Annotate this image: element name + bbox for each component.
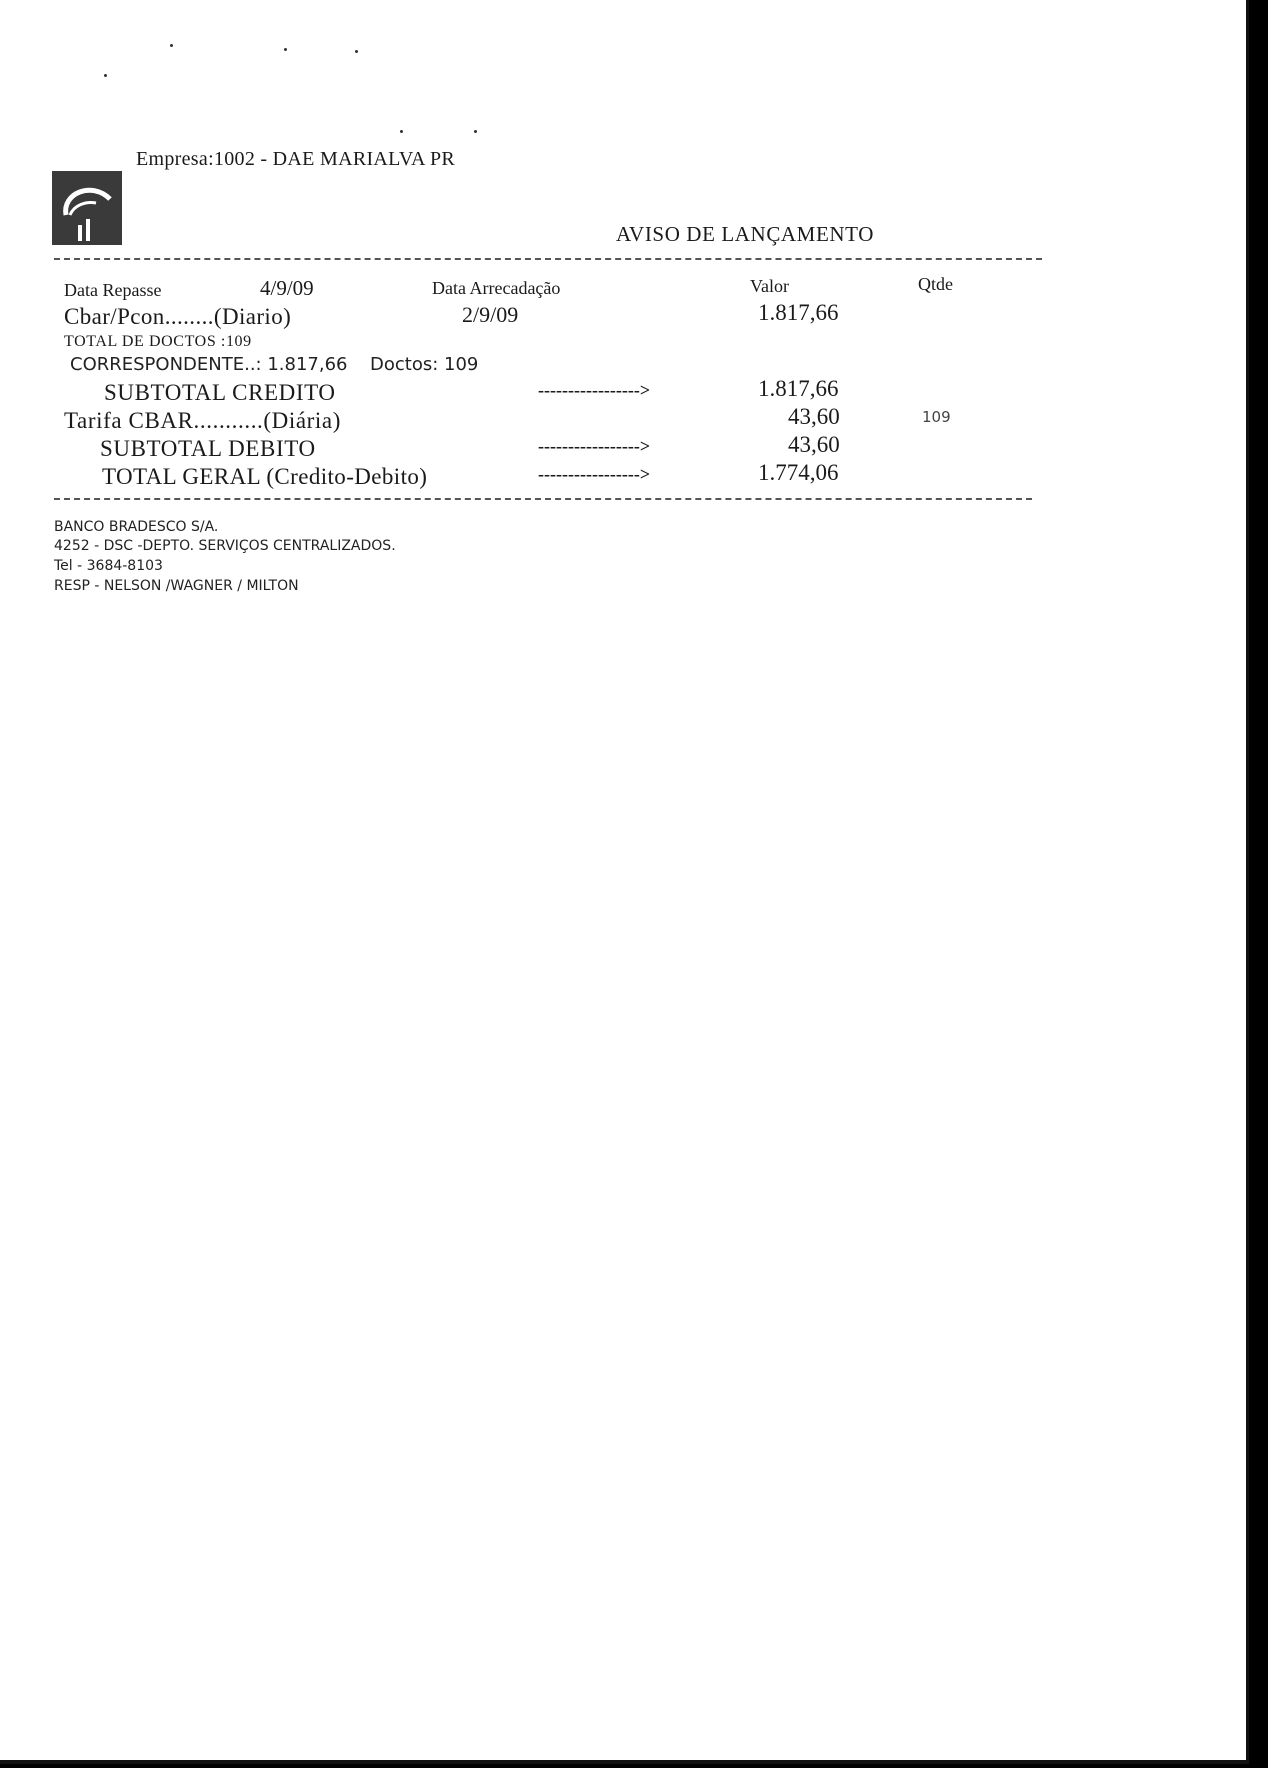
footer-bank-name: BANCO BRADESCO S/A.: [54, 519, 219, 535]
document-title: AVISO DE LANÇAMENTO: [616, 222, 874, 246]
subtotal-debito-label: SUBTOTAL DEBITO: [100, 436, 316, 461]
scan-speck: [104, 74, 107, 77]
subtotal-debito-arrow: ----------------->: [538, 436, 651, 456]
bradesco-logo-icon: [52, 171, 122, 245]
data-repasse-label: Data Repasse: [64, 280, 162, 300]
subtotal-credito-label: SUBTOTAL CREDITO: [104, 380, 336, 405]
scan-speck: [284, 48, 287, 51]
scan-speck: [355, 50, 358, 53]
total-geral-valor: 1.774,06: [758, 460, 839, 485]
company-name: Empresa:1002 - DAE MARIALVA PR: [136, 148, 456, 170]
total-geral-arrow: ----------------->: [538, 464, 651, 484]
divider-top: [54, 258, 1042, 260]
scan-speck: [170, 44, 173, 47]
footer-department: 4252 - DSC -DEPTO. SERVIÇOS CENTRALIZADOS.: [54, 538, 396, 554]
total-geral-label: TOTAL GERAL (Credito-Debito): [102, 464, 428, 489]
divider-bottom: [54, 498, 1032, 500]
qtde-label: Qtde: [918, 274, 953, 294]
data-repasse-value: 4/9/09: [260, 276, 314, 300]
scan-speck: [474, 130, 477, 133]
total-doctos: TOTAL DE DOCTOS :109: [64, 333, 252, 350]
valor-label: Valor: [750, 276, 789, 296]
footer-responsible: RESP - NELSON /WAGNER / MILTON: [54, 578, 299, 594]
tarifa-cbar-label: Tarifa CBAR...........(Diária): [64, 408, 341, 433]
tarifa-cbar-valor: 43,60: [788, 404, 840, 429]
cbar-pcon-valor: 1.817,66: [758, 300, 839, 325]
subtotal-credito-valor: 1.817,66: [758, 376, 839, 401]
scan-speck: [400, 130, 403, 133]
doctos-count: Doctos: 109: [370, 354, 479, 375]
cbar-pcon-date: 2/9/09: [462, 302, 519, 327]
cbar-pcon-label: Cbar/Pcon........(Diario): [64, 304, 292, 329]
subtotal-debito-valor: 43,60: [788, 432, 840, 457]
correspondente: CORRESPONDENTE..: 1.817,66: [70, 354, 348, 375]
footer-phone: Tel - 3684-8103: [54, 558, 163, 574]
data-arrecadacao-label: Data Arrecadação: [432, 278, 561, 298]
subtotal-credito-arrow: ----------------->: [538, 380, 651, 400]
tarifa-cbar-qtde: 109: [922, 408, 951, 426]
